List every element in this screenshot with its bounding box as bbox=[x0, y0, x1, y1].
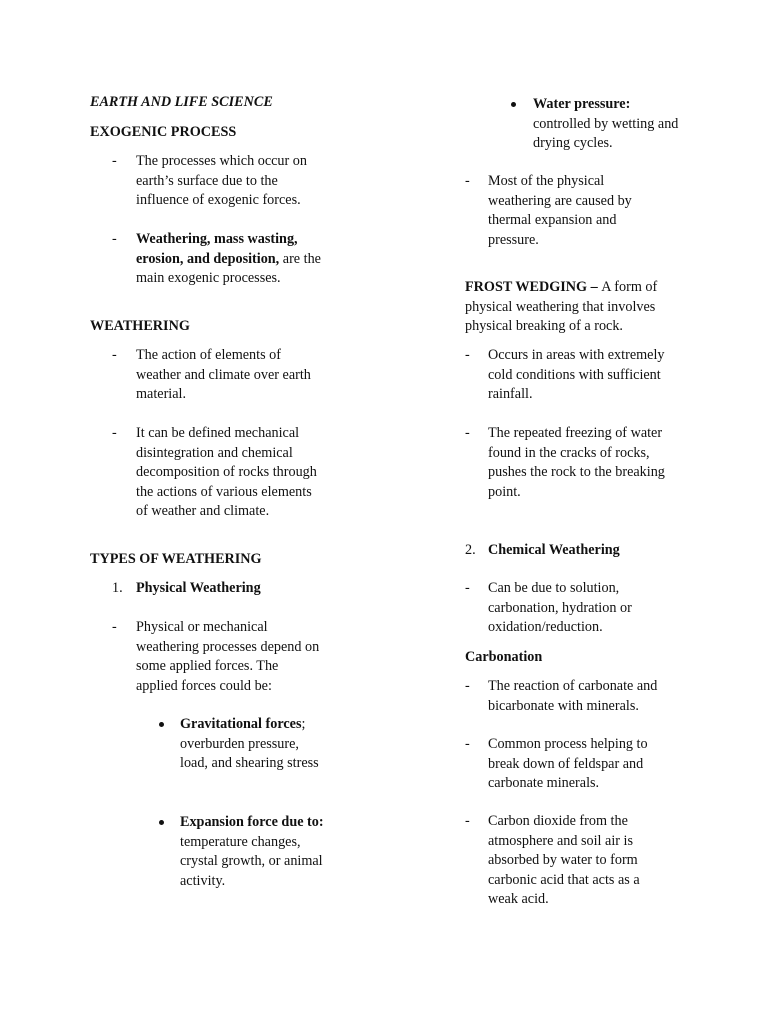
exogenic-item-1-text: The processes which occur on earth’s surface due to the influence of exogenic forces. bbox=[136, 153, 307, 208]
expansion-force-text bbox=[180, 813, 330, 891]
carbonation-item-3-text: Carbon dioxide from the atmosphere and soil air is absorbed by water to form carbonic acid that acts as a weak acid. bbox=[488, 813, 640, 907]
weathering-item-1 bbox=[112, 346, 322, 405]
dash-marker: - bbox=[465, 173, 470, 189]
dash-marker: - bbox=[465, 580, 470, 596]
course-title: EARTH AND LIFE SCIENCE bbox=[90, 94, 273, 110]
carbonation-item-1-text: The reaction of carbonate and bicarbonate with minerals. bbox=[488, 678, 658, 714]
water-pressure-item bbox=[510, 95, 690, 154]
expansion-force-item bbox=[158, 813, 338, 891]
dash-marker: - bbox=[112, 619, 117, 635]
dash-marker: - bbox=[112, 347, 117, 363]
physical-weathering-label: Physical Weathering bbox=[136, 580, 261, 596]
carbonation-item-1 bbox=[465, 677, 695, 716]
list-number: 2. bbox=[465, 542, 476, 558]
types-heading: TYPES OF WEATHERING bbox=[90, 551, 262, 567]
physical-item-1 bbox=[112, 618, 322, 696]
list-number: 1. bbox=[112, 580, 123, 596]
carbonation-item-2-text: Common process helping to break down of feldspar and carbonate minerals. bbox=[488, 736, 648, 791]
dash-marker: - bbox=[465, 678, 470, 694]
weathering-item-2 bbox=[112, 424, 322, 522]
gravitational-forces-text bbox=[180, 715, 330, 774]
chemical-weathering-title bbox=[465, 541, 695, 561]
expansion-bold: Expansion force due to: bbox=[180, 814, 324, 830]
physical-weathering-title bbox=[112, 579, 332, 599]
frost-item-2-text: The repeated freezing of water found in the cracks of rocks, pushes the rock to the breaking point. bbox=[488, 425, 665, 500]
frost-wedging-rest: A form of physical weathering that involves physical breaking of a rock. bbox=[465, 279, 658, 334]
frost-wedging-definition bbox=[465, 278, 690, 337]
dash-marker: - bbox=[112, 153, 117, 169]
expansion-rest: temperature changes, crystal growth, or animal activity. bbox=[180, 833, 323, 889]
water-bold: Water pressure: bbox=[533, 96, 631, 112]
exogenic-item-2-bold: Weathering, mass wasting, erosion, and deposition, bbox=[136, 231, 298, 267]
frost-item-1 bbox=[465, 346, 695, 405]
dash-marker: - bbox=[112, 231, 117, 247]
water-rest: controlled by wetting and drying cycles. bbox=[533, 115, 679, 151]
dash-marker: - bbox=[112, 425, 117, 441]
chemical-weathering-label: Chemical Weathering bbox=[488, 542, 620, 558]
gravitational-forces-item bbox=[158, 715, 338, 774]
dash-marker: - bbox=[465, 736, 470, 752]
weathering-heading: WEATHERING bbox=[90, 318, 190, 334]
chemical-item-1 bbox=[465, 579, 695, 638]
carbonation-item-2 bbox=[465, 735, 695, 794]
bullet-icon bbox=[159, 722, 164, 727]
carbonation-heading: Carbonation bbox=[465, 649, 543, 665]
bullet-icon bbox=[511, 102, 516, 107]
exogenic-item-2 bbox=[112, 230, 321, 289]
physical-cause-item bbox=[465, 172, 685, 250]
frost-item-2 bbox=[465, 424, 695, 502]
carbonation-item-3 bbox=[465, 812, 695, 910]
dash-marker: - bbox=[465, 425, 470, 441]
weathering-item-1-text: The action of elements of weather and climate over earth material. bbox=[136, 347, 311, 402]
weathering-item-2-text: It can be defined mechanical disintegration and chemical decomposition of rocks through the actions of various elements of weather and climate. bbox=[136, 425, 317, 519]
bullet-icon bbox=[159, 820, 164, 825]
physical-item-1-text: Physical or mechanical weathering processes depend on some applied forces. The applied forces could be: bbox=[136, 619, 320, 694]
dash-marker: - bbox=[465, 347, 470, 363]
gravitational-rest: ; overburden pressure, load, and shearing stress bbox=[180, 716, 319, 771]
exogenic-item-1 bbox=[112, 152, 312, 211]
water-pressure-text bbox=[533, 95, 683, 154]
gravitational-bold: Gravitational forces bbox=[180, 716, 302, 732]
exogenic-item-2-text bbox=[136, 230, 326, 289]
dash-marker: - bbox=[465, 813, 470, 829]
exogenic-heading: EXOGENIC PROCESS bbox=[90, 124, 237, 140]
frost-item-1-text: Occurs in areas with extremely cold conditions with sufficient rainfall. bbox=[488, 347, 665, 402]
frost-wedging-heading: FROST WEDGING – bbox=[465, 279, 602, 295]
exogenic-item-2-rest: are the main exogenic processes. bbox=[136, 250, 321, 286]
chemical-item-1-text: Can be due to solution, carbonation, hydration or oxidation/reduction. bbox=[488, 580, 632, 635]
physical-cause-text: Most of the physical weathering are caused by thermal expansion and pressure. bbox=[488, 173, 632, 248]
